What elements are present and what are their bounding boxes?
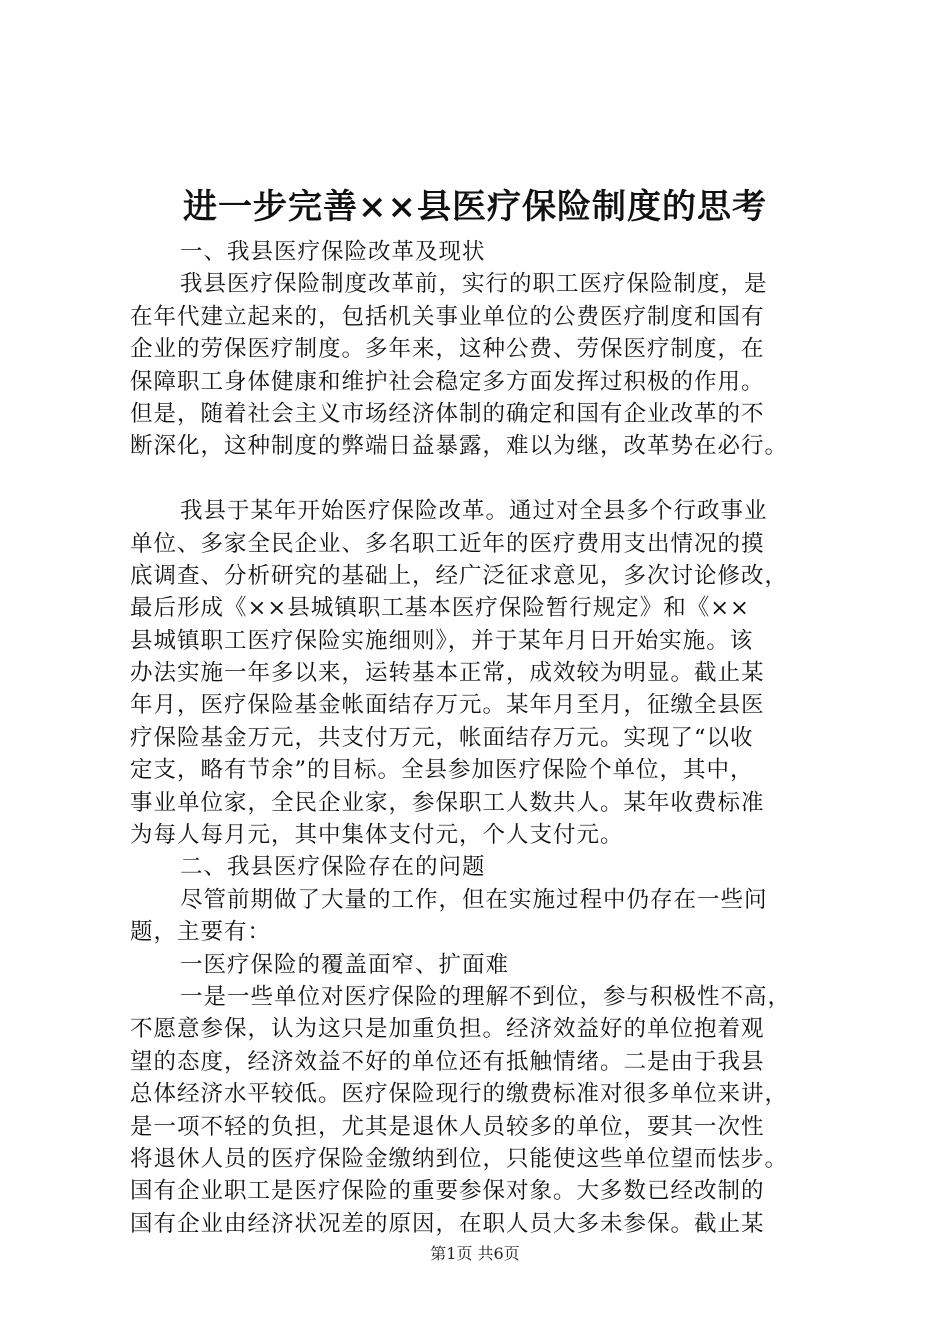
paragraph-line: 但是，随着社会主义市场经济体制的确定和国有企业改革的不: [130, 400, 765, 427]
paragraph-line: 定支，略有节余”的目标。全县参加医疗保险个单位，其中，: [130, 757, 754, 784]
document-body: [130, 236, 830, 1240]
paragraph-line: 企业的劳保医疗制度。多年来，这种公费、劳保医疗制度，在: [130, 336, 765, 363]
section-heading-2: 二、我县医疗保险存在的问题: [180, 854, 486, 881]
paragraph-line: 事业单位家，全民企业家，参保职工人数共人。某年收费标准: [130, 789, 765, 816]
paragraph-line: 是一项不轻的负担，尤其是退休人员较多的单位，要其一次性: [130, 1113, 765, 1140]
paragraph-line: 年月，医疗保险基金帐面结存万元。某年月至月，征缴全县医: [130, 692, 765, 719]
paragraph-line: 单位、多家全民企业、多名职工近年的医疗费用支出情况的摸: [130, 530, 765, 557]
paragraph-gap: [130, 463, 830, 495]
page-number-footer: 第1页 共6页: [430, 1244, 520, 1263]
paragraph-line: 底调查、分析研究的基础上，经广泛征求意见，多次讨论修改，: [130, 562, 789, 589]
paragraph-line: 疗保险基金万元，共支付万元，帐面结存万元。实现了“以收: [130, 724, 754, 751]
paragraph-line: 尽管前期做了大量的工作，但在实施过程中仍存在一些问: [180, 886, 768, 913]
paragraph-line: 为每人每月元，其中集体支付元，个人支付元。: [130, 822, 624, 849]
document-title: 进一步完善××县医疗保险制度的思考: [183, 187, 767, 227]
paragraph-line: 题，主要有：: [130, 919, 272, 946]
paragraph-line: 最后形成《××县城镇职工基本医疗保险暂行规定》和《××: [130, 595, 750, 622]
paragraph-line: 保障职工身体健康和维护社会稳定多方面发挥过积极的作用。: [130, 368, 765, 395]
paragraph-line: 总体经济水平较低。医疗保险现行的缴费标准对很多单位来讲，: [130, 1081, 789, 1108]
paragraph-line: 县城镇职工医疗保险实施细则》，并于某年月日开始实施。该: [130, 627, 754, 654]
section-heading-1: 一、我县医疗保险改革及现状: [180, 239, 486, 265]
paragraph-line: 断深化，这种制度的弊端日益暴露，难以为继，改革势在必行。: [130, 433, 789, 460]
paragraph-line: 一是一些单位对医疗保险的理解不到位，参与积极性不高，: [180, 983, 792, 1010]
paragraph-line: 不愿意参保，认为这只是加重负担。经济效益好的单位抱着观: [130, 1016, 765, 1043]
paragraph-line: 我县医疗保险制度改革前，实行的职工医疗保险制度，是: [180, 271, 768, 298]
paragraph-line: 望的态度，经济效益不好的单位还有抵触情绪。二是由于我县: [130, 1048, 765, 1075]
subsection-heading: 一医疗保险的覆盖面窄、扩面难: [180, 951, 510, 978]
paragraph-line: 办法实施一年多以来，运转基本正常，成效较为明显。截止某: [130, 660, 765, 687]
paragraph-line: 国有企业职工是医疗保险的重要参保对象。大多数已经改制的: [130, 1178, 765, 1205]
paragraph-line: 我县于某年开始医疗保险改革。通过对全县多个行政事业: [180, 498, 768, 525]
paragraph-line: 在年代建立起来的，包括机关事业单位的公费医疗制度和国有: [130, 303, 765, 330]
paragraph-line: 将退休人员的医疗保险金缴纳到位，只能使这些单位望而怯步。: [130, 1145, 789, 1172]
paragraph-line: 国有企业由经济状况差的原因，在职人员大多未参保。截止某: [130, 1210, 765, 1237]
